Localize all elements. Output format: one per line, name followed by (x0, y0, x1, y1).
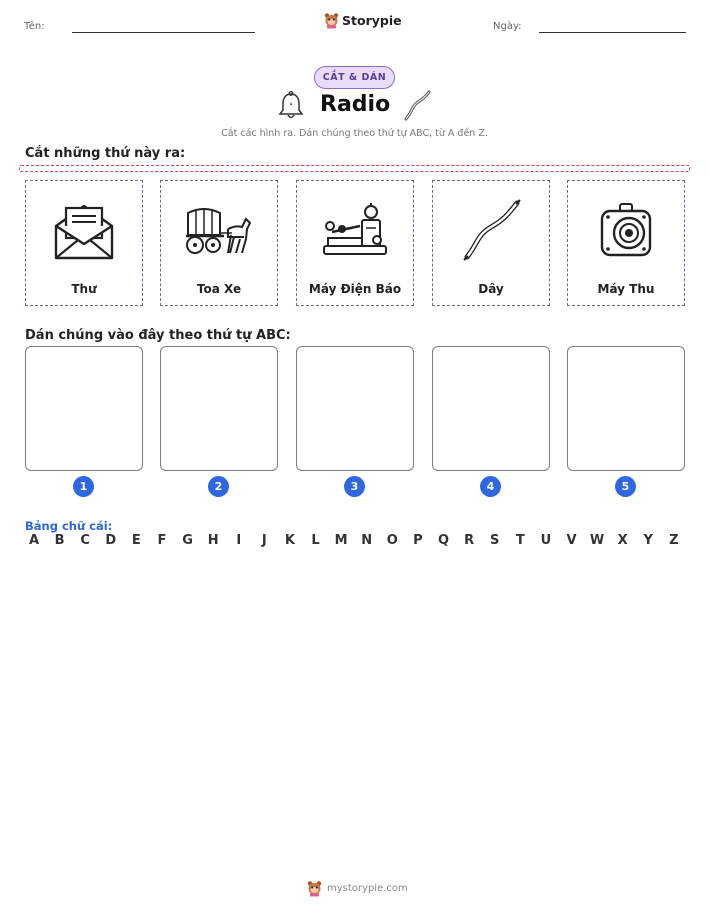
alphabet-letter: I (236, 533, 242, 548)
alphabet-letter: N (361, 533, 373, 548)
cut-card-label: Dây (478, 282, 504, 296)
name-label: Tên: (24, 21, 45, 32)
cut-card-letter[interactable] (25, 180, 143, 306)
date-line[interactable] (539, 32, 686, 33)
paste-slot-2[interactable] (160, 346, 278, 471)
name-line[interactable] (72, 32, 255, 33)
cut-card-telegraph[interactable] (296, 180, 414, 306)
alphabet-letter: R (464, 533, 475, 548)
cut-section-heading: Cắt những thứ này ra: (25, 146, 186, 161)
alphabet-letter: Q (437, 533, 450, 548)
activity-tag: CẮT & DÁN (314, 66, 395, 89)
wire-icon (459, 199, 523, 263)
telegraph-machine-icon (320, 202, 390, 260)
storypie-mascot-icon (324, 12, 339, 29)
alphabet-letter: S (490, 533, 500, 548)
cut-card-wire[interactable] (432, 180, 550, 306)
slot-number-badge: 4 (480, 476, 501, 497)
paste-slot-1[interactable] (25, 346, 143, 471)
alphabet-heading: Bảng chữ cái: (25, 519, 113, 533)
alphabet-row (24, 533, 684, 548)
page-title: Radio (320, 92, 391, 117)
alphabet-letter: M (334, 533, 348, 548)
cut-card-label: Máy Điện Báo (308, 282, 402, 296)
alphabet-letter: Y (643, 533, 653, 548)
alphabet-letter: T (515, 533, 525, 548)
receiver-speaker-icon (598, 203, 654, 259)
footer (307, 880, 408, 897)
alphabet-letter: P (413, 533, 423, 548)
cut-card-wagon[interactable] (160, 180, 278, 306)
alphabet-letter: X (617, 533, 628, 548)
alphabet-letter: C (80, 533, 90, 548)
paste-slot-5[interactable] (567, 346, 685, 471)
alphabet-letter: H (207, 533, 219, 548)
alphabet-letter: E (131, 533, 141, 548)
alphabet-letter: L (311, 533, 320, 548)
paste-slot-3[interactable] (296, 346, 414, 471)
date-label: Ngày: (493, 21, 522, 32)
alphabet-letter: G (182, 533, 193, 548)
alphabet-letter: J (261, 533, 267, 548)
slot-number-badge: 3 (344, 476, 365, 497)
cut-line-strip (19, 165, 690, 172)
alphabet-letter: D (105, 533, 117, 548)
alphabet-letter: K (284, 533, 295, 548)
cut-card-label: Thư (71, 282, 97, 296)
alphabet-letter: A (28, 533, 40, 548)
paste-section-heading: Dán chúng vào đây theo thứ tự ABC: (25, 328, 291, 343)
instructions: Cắt các hình ra. Dán chúng theo thứ tự ABC, từ A đến Z. (221, 128, 488, 139)
cut-card-receiver[interactable] (567, 180, 685, 306)
horse-wagon-icon (184, 205, 254, 257)
bell-icon (277, 91, 305, 121)
slot-number-badge: 1 (73, 476, 94, 497)
brand-logo (324, 12, 402, 29)
slot-number-badge: 2 (208, 476, 229, 497)
slot-number-badge: 5 (615, 476, 636, 497)
cut-card-label: Toa Xe (196, 282, 242, 296)
paste-slot-4[interactable] (432, 346, 550, 471)
wire-decoration-icon (402, 90, 432, 122)
alphabet-letter: F (157, 533, 167, 548)
footer-url[interactable]: mystorypie.com (327, 883, 408, 894)
letter-envelope-icon (53, 200, 115, 262)
alphabet-letter: B (54, 533, 65, 548)
alphabet-letter: Z (669, 533, 679, 548)
brand-name: Storypie (342, 13, 402, 28)
alphabet-letter: O (386, 533, 398, 548)
cut-card-label: Máy Thu (597, 282, 655, 296)
alphabet-letter: U (540, 533, 552, 548)
storypie-mascot-icon (307, 880, 322, 897)
alphabet-letter: V (566, 533, 577, 548)
alphabet-letter: W (589, 533, 605, 548)
